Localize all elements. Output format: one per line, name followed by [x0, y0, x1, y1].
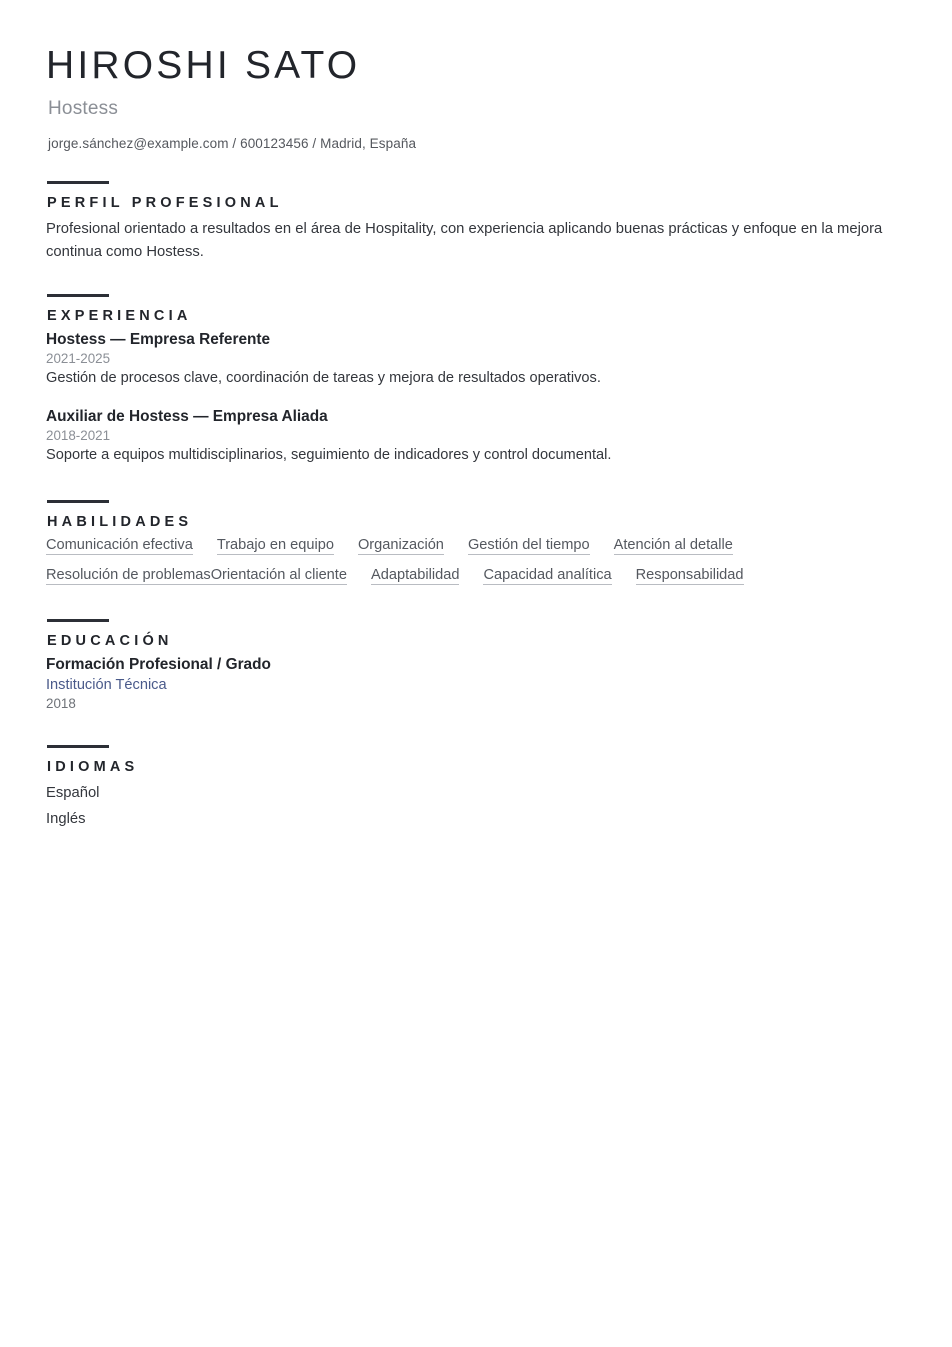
skill-item: Gestión del tiempo: [467, 536, 590, 553]
experience-item: [46, 408, 906, 466]
education-school: Institución Técnica: [46, 676, 167, 693]
section-rule: [47, 294, 109, 297]
candidate-name: HIROSHI SATO: [46, 44, 361, 87]
section-title-experience: EXPERIENCIA: [47, 308, 192, 325]
experience-description: Soporte a equipos multidisciplinarios, seguimiento de indicadores y control documental.: [46, 446, 612, 463]
section-title-skills: HABILIDADES: [47, 513, 193, 530]
section-rule: [47, 181, 109, 184]
experience-item: [46, 331, 906, 389]
skill-item: Capacidad analítica: [483, 566, 612, 583]
experience-dates: 2018-2021: [46, 427, 111, 443]
experience-dates: 2021-2025: [46, 351, 111, 367]
section-title-profile: PERFIL PROFESIONAL: [47, 194, 283, 211]
profile-text: Profesional orientado a resultados en el área de Hospitality, con experiencia aplicando buenas prácticas y enfoque en la mejora continua como Hostess.: [46, 220, 883, 261]
section-profile: [46, 181, 906, 265]
section-skills: [46, 500, 906, 597]
skill-item: Trabajo en equipo: [216, 536, 334, 553]
section-languages: [46, 745, 906, 830]
experience-title: Hostess — Empresa Referente: [46, 331, 271, 349]
skill-item: Orientación al cliente: [210, 566, 347, 583]
skill-item: Atención al detalle: [613, 536, 733, 553]
skills-list: [46, 537, 906, 597]
experience-description: Gestión de procesos clave, coordinación de tareas y mejora de resultados operativos.: [46, 370, 601, 387]
skill-item: Resolución de problemas: [46, 566, 211, 583]
section-rule: [47, 619, 109, 622]
section-education: [46, 619, 906, 711]
skill-item: Organización: [357, 536, 444, 553]
contact-line: jorge.sánchez@example.com / 600123456 / Madrid, España: [48, 135, 417, 151]
candidate-job-title: Hostess: [48, 97, 119, 119]
language-item: Español: [46, 784, 100, 801]
skill-item: Responsabilidad: [635, 566, 744, 583]
skill-item: Comunicación efectiva: [46, 536, 193, 553]
section-experience: [46, 294, 906, 465]
section-rule: [47, 745, 109, 748]
language-item: Inglés: [46, 810, 86, 827]
education-year: 2018: [46, 695, 76, 711]
education-degree: Formación Profesional / Grado: [46, 655, 271, 673]
section-title-languages: IDIOMAS: [47, 758, 139, 775]
skill-item: Adaptabilidad: [370, 566, 460, 583]
resume-header: [46, 44, 906, 151]
section-rule: [47, 500, 109, 503]
section-title-education: EDUCACIÓN: [47, 632, 173, 649]
experience-title: Auxiliar de Hostess — Empresa Aliada: [46, 407, 328, 425]
